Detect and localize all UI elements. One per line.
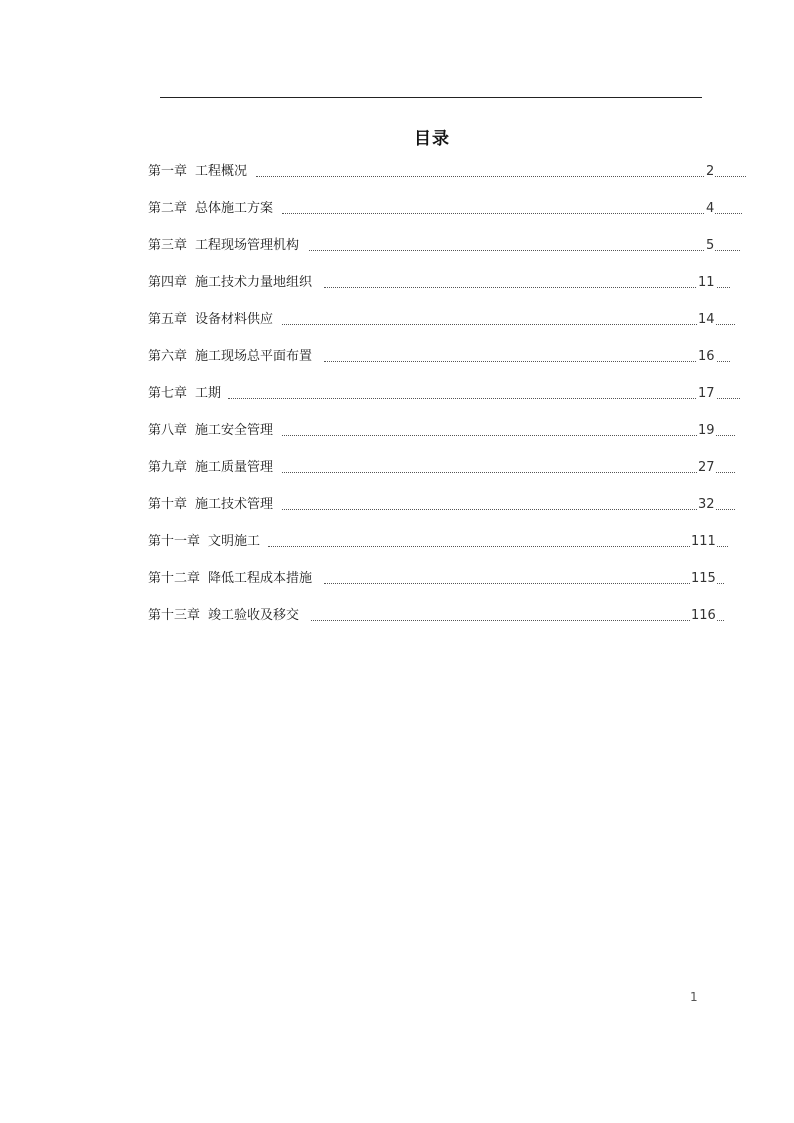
toc-dot-leader — [282, 213, 742, 214]
toc-chapter-number: 第九章 — [148, 460, 188, 475]
toc-page-number: 4 — [705, 199, 715, 219]
toc-dot-leader — [282, 435, 735, 436]
toc-chapter-number: 第五章 — [148, 312, 188, 327]
toc-entry[interactable] — [148, 421, 748, 458]
table-of-contents — [148, 162, 748, 643]
toc-chapter-title: 竣工验收及移交 — [208, 608, 300, 623]
toc-chapter-title: 施工现场总平面布置 — [195, 349, 313, 364]
page-number: 1 — [690, 990, 698, 1004]
toc-dot-leader — [282, 324, 735, 325]
toc-dot-leader — [311, 620, 724, 621]
toc-page-number: 14 — [697, 310, 716, 330]
toc-chapter-number: 第十三章 — [148, 608, 201, 623]
toc-dot-leader — [268, 546, 728, 547]
toc-page-number: 111 — [690, 532, 717, 552]
toc-chapter-number: 第三章 — [148, 238, 188, 253]
toc-dot-leader — [282, 472, 735, 473]
toc-entry[interactable] — [148, 273, 748, 310]
toc-chapter-title: 施工质量管理 — [195, 460, 274, 475]
toc-page-number: 11 — [697, 273, 716, 293]
toc-chapter-number: 第十章 — [148, 497, 188, 512]
toc-chapter-title: 工程概况 — [195, 164, 248, 179]
toc-page-number: 19 — [697, 421, 716, 441]
toc-entry[interactable] — [148, 532, 748, 569]
toc-entry[interactable] — [148, 495, 748, 532]
toc-page-number: 115 — [690, 569, 717, 589]
toc-entry[interactable] — [148, 347, 748, 384]
toc-chapter-number: 第十一章 — [148, 534, 201, 549]
toc-chapter-title: 施工技术力量地组织 — [195, 275, 313, 290]
toc-dot-leader — [256, 176, 746, 177]
toc-chapter-title: 工程现场管理机构 — [195, 238, 300, 253]
toc-dot-leader — [324, 287, 730, 288]
toc-entry[interactable] — [148, 310, 748, 347]
toc-page-number: 5 — [705, 236, 715, 256]
toc-page-number: 116 — [690, 606, 717, 626]
toc-entry[interactable] — [148, 162, 748, 199]
toc-title: 目录 — [414, 129, 450, 149]
toc-chapter-number: 第四章 — [148, 275, 188, 290]
toc-page-number: 17 — [697, 384, 716, 404]
toc-dot-leader — [282, 509, 735, 510]
toc-page-number: 2 — [705, 162, 715, 182]
toc-chapter-number: 第七章 — [148, 386, 188, 401]
toc-chapter-title: 施工技术管理 — [195, 497, 274, 512]
toc-entry[interactable] — [148, 606, 748, 643]
toc-chapter-number: 第十二章 — [148, 571, 201, 586]
toc-dot-leader — [228, 398, 740, 399]
toc-chapter-title: 降低工程成本措施 — [208, 571, 313, 586]
toc-dot-leader — [309, 250, 740, 251]
toc-chapter-number: 第一章 — [148, 164, 188, 179]
toc-dot-leader — [324, 583, 724, 584]
toc-entry[interactable] — [148, 236, 748, 273]
toc-chapter-title: 总体施工方案 — [195, 201, 274, 216]
toc-page-number: 16 — [697, 347, 716, 367]
toc-page-number: 27 — [697, 458, 716, 478]
toc-page-number: 32 — [697, 495, 716, 515]
toc-entry[interactable] — [148, 569, 748, 606]
toc-chapter-number: 第二章 — [148, 201, 188, 216]
toc-entry[interactable] — [148, 458, 748, 495]
toc-entry[interactable] — [148, 384, 748, 421]
header-rule — [160, 97, 702, 98]
toc-dot-leader — [324, 361, 730, 362]
toc-chapter-title: 工期 — [195, 386, 222, 401]
toc-chapter-number: 第六章 — [148, 349, 188, 364]
toc-entry[interactable] — [148, 199, 748, 236]
toc-chapter-number: 第八章 — [148, 423, 188, 438]
toc-chapter-title: 文明施工 — [208, 534, 261, 549]
toc-chapter-title: 施工安全管理 — [195, 423, 274, 438]
toc-chapter-title: 设备材料供应 — [195, 312, 274, 327]
